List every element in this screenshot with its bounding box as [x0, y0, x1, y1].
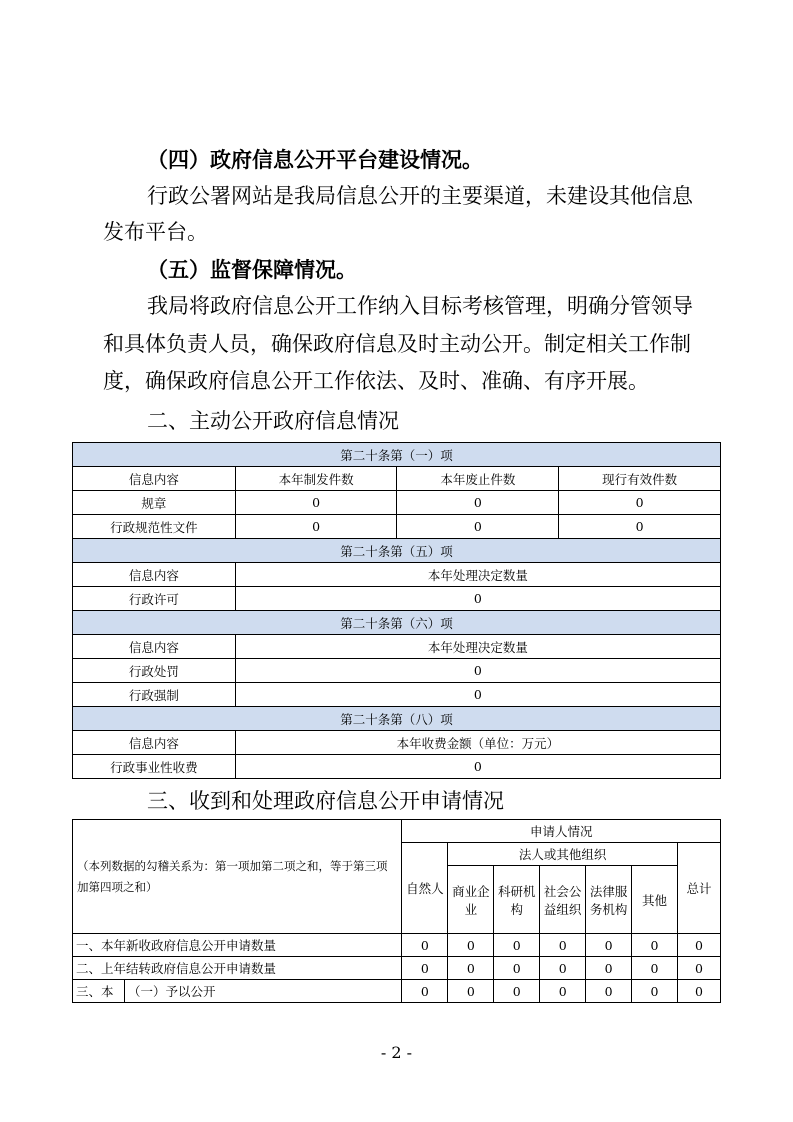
table-cell: 0	[677, 934, 720, 957]
row-normative-issued: 0	[235, 515, 397, 539]
paragraph-supervision-line2: 和具体负责人员，确保政府信息及时主动公开。制定相关工作制	[103, 332, 691, 356]
table-cell: 0	[632, 957, 678, 980]
table-cell: 0	[540, 957, 586, 980]
row-fee-label: 行政事业性收费	[73, 755, 236, 779]
commercial-header: 商业企业	[448, 866, 494, 934]
row-disclosed-label: （一）予以公开	[124, 980, 402, 1003]
table-cell: 0	[586, 980, 632, 1003]
table-cell: 0	[586, 934, 632, 957]
row-normative-valid: 0	[559, 515, 721, 539]
table-cell: 0	[632, 934, 678, 957]
heading-platform: （四）政府信息公开平台建设情况。	[147, 148, 483, 172]
article-5-header: 第二十条第（五）项	[73, 539, 721, 563]
row-rules-abolished: 0	[397, 491, 559, 515]
table-cell: 0	[448, 934, 494, 957]
proactive-disclosure-table	[72, 442, 721, 779]
row-carried-requests-label: 二、上年结转政府信息公开申请数量	[73, 957, 402, 980]
article-1-header: 第二十条第（一）项	[73, 443, 721, 467]
col-abolished: 本年废止件数	[397, 467, 559, 491]
table-cell: 0	[540, 980, 586, 1003]
col-content: 信息内容	[73, 635, 236, 659]
row-license-label: 行政许可	[73, 587, 236, 611]
table-cell: 0	[632, 980, 678, 1003]
heading-supervision: （五）监督保障情况。	[147, 258, 357, 282]
row-fee-value: 0	[235, 755, 720, 779]
article-6-header: 第二十条第（六）项	[73, 611, 721, 635]
table-cell: 0	[494, 957, 540, 980]
table-cell: 0	[494, 934, 540, 957]
paragraph-supervision-line3: 度，确保政府信息公开工作依法、及时、准确、有序开展。	[103, 369, 649, 393]
col-content: 信息内容	[73, 731, 236, 755]
social-header: 社会公益组织	[540, 866, 586, 934]
table-cell: 0	[540, 934, 586, 957]
requests-table	[72, 819, 721, 1003]
row-normative-abolished: 0	[397, 515, 559, 539]
row-license-value: 0	[235, 587, 720, 611]
section-title-proactive: 二、主动公开政府信息情况	[147, 409, 399, 433]
paragraph-platform-line2: 发布平台。	[103, 220, 208, 244]
table-cell: 0	[402, 957, 448, 980]
article-8-header: 第二十条第（八）项	[73, 707, 721, 731]
table-cell: 0	[677, 957, 720, 980]
table-cell: 0	[494, 980, 540, 1003]
row-penalty-label: 行政处罚	[73, 659, 236, 683]
legal-org-header: 法人或其他组织	[448, 843, 678, 866]
legal-service-header: 法律服务机构	[586, 866, 632, 934]
paragraph-supervision-line1: 我局将政府信息公开工作纳入目标考核管理，明确分管领导	[147, 294, 693, 318]
table-cell: 0	[677, 980, 720, 1003]
row-rules-issued: 0	[235, 491, 397, 515]
col-fee-amount: 本年收费金额（单位：万元）	[235, 731, 720, 755]
research-header: 科研机构	[494, 866, 540, 934]
row-enforce-value: 0	[235, 683, 720, 707]
row-rules-label: 规章	[73, 491, 236, 515]
row-normative-label: 行政规范性文件	[73, 515, 236, 539]
row-3-prefix: 三、本	[73, 980, 125, 1003]
row-enforce-label: 行政强制	[73, 683, 236, 707]
table-cell: 0	[586, 957, 632, 980]
col-content: 信息内容	[73, 467, 236, 491]
paragraph-platform-line1: 行政公署网站是我局信息公开的主要渠道，未建设其他信息	[147, 184, 693, 208]
col-issued: 本年制发件数	[235, 467, 397, 491]
total-header: 总计	[677, 843, 720, 934]
natural-person-header: 自然人	[402, 843, 448, 934]
table-cell: 0	[402, 980, 448, 1003]
table-cell: 0	[402, 934, 448, 957]
row-rules-valid: 0	[559, 491, 721, 515]
page-number: - 2 -	[380, 1043, 413, 1062]
col-valid: 现行有效件数	[559, 467, 721, 491]
section-title-requests: 三、收到和处理政府信息公开申请情况	[147, 789, 504, 813]
col-decisions: 本年处理决定数量	[235, 635, 720, 659]
row-penalty-value: 0	[235, 659, 720, 683]
col-content: 信息内容	[73, 563, 236, 587]
other-header: 其他	[632, 866, 678, 934]
row-new-requests-label: 一、本年新收政府信息公开申请数量	[73, 934, 402, 957]
table-cell: 0	[448, 980, 494, 1003]
col-decisions: 本年处理决定数量	[235, 563, 720, 587]
applicant-header: 申请人情况	[402, 820, 721, 843]
consistency-note: （本列数据的勾稽关系为：第一项加第二项之和，等于第三项加第四项之和）	[73, 820, 402, 934]
table-cell: 0	[448, 957, 494, 980]
